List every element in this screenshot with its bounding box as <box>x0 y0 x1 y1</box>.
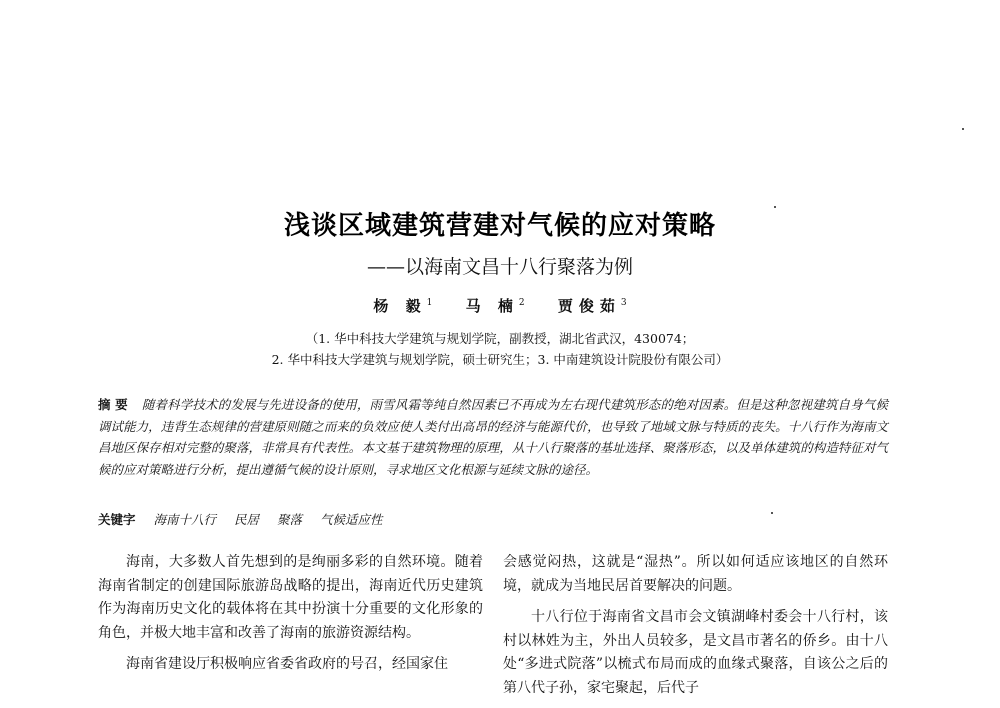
keyword: 海南十八行 <box>153 512 217 527</box>
author-name: 杨 毅 <box>373 297 427 315</box>
author <box>373 297 432 315</box>
abstract-label: 摘 要 <box>98 397 128 412</box>
scan-speck <box>771 512 773 514</box>
author-name: 贾俊茹 <box>557 297 621 315</box>
author-list <box>0 295 1000 316</box>
body-column-right <box>503 551 888 708</box>
keywords <box>98 510 888 528</box>
keywords-label: 关键字 <box>98 512 136 527</box>
author-affil-mark: 3 <box>620 298 627 308</box>
scan-speck <box>962 128 964 130</box>
author-affil-mark: 1 <box>426 298 433 308</box>
author <box>466 297 525 315</box>
abstract-text: 随着科学技术的发展与先进设备的使用，雨雪风霜等纯自然因素已不再成为左右现代建筑形态的绝对因素。但是这种忽视建筑自身气候调试能力，违背生态规律的营建原则随之而来的负效应使人类付出高昂的经济与能源代价，也导致了地域文脉与特质的丧失。十八行作为海南文昌地区保存相对完整的聚落，非常具有代表性。本文基于建筑物理的原理，从十八行聚落的基址选择、聚落形态，以及单体建筑的构造特征对气候的应对策略进行分析，提出遵循气候的设计原则，寻求地区文化根源与延续文脉的途径。 <box>98 397 888 477</box>
affiliation-line: 2. 华中科技大学建筑与规划学院，硕士研究生；3. 中南建筑设计院股份有限公司） <box>271 352 729 367</box>
body-paragraph: 会感觉闷热，这就是“湿热”。所以如何适应该地区的自然环境，就成为当地民居首要解决的问题。 <box>503 554 888 594</box>
abstract <box>98 394 888 480</box>
author-name: 马 楠 <box>465 297 519 315</box>
keyword: 气候适应性 <box>320 512 383 527</box>
body-paragraph: 十八行位于海南省文昌市会文镇湖峰村委会十八行村，该村以林姓为主，外出人员较多，是文昌市著名的侨乡。由十八处“多进式院落”以梳式布局而成的血缘式聚落，自该公之后的第八代子孙，家宅聚起，后代子 <box>503 609 888 696</box>
author-affil-mark: 2 <box>518 298 525 308</box>
keyword: 聚落 <box>277 512 303 527</box>
body-paragraph: 海南，大多数人首先想到的是绚丽多彩的自然环境。随着海南省制定的创建国际旅游岛战略的提出，海南近代历史建筑作为海南历史文化的载体将在其中扮演十分重要的文化形象的角色，并极大地丰富和改善了海南的旅游资源结构。 <box>98 554 483 641</box>
affiliation-line: （1. 华中科技大学建筑与规划学院，副教授，湖北省武汉，430074； <box>305 331 695 346</box>
body-column-left <box>98 551 483 685</box>
scan-speck <box>774 206 776 208</box>
paper-title: 浅谈区域建筑营建对气候的应对策略 <box>283 211 716 241</box>
paper-subtitle: ——以海南文昌十八行聚落为例 <box>366 256 633 278</box>
author <box>558 297 627 315</box>
body-paragraph: 海南省建设厅积极响应省委省政府的号召，经国家住 <box>126 656 448 672</box>
keyword: 民居 <box>234 512 260 527</box>
